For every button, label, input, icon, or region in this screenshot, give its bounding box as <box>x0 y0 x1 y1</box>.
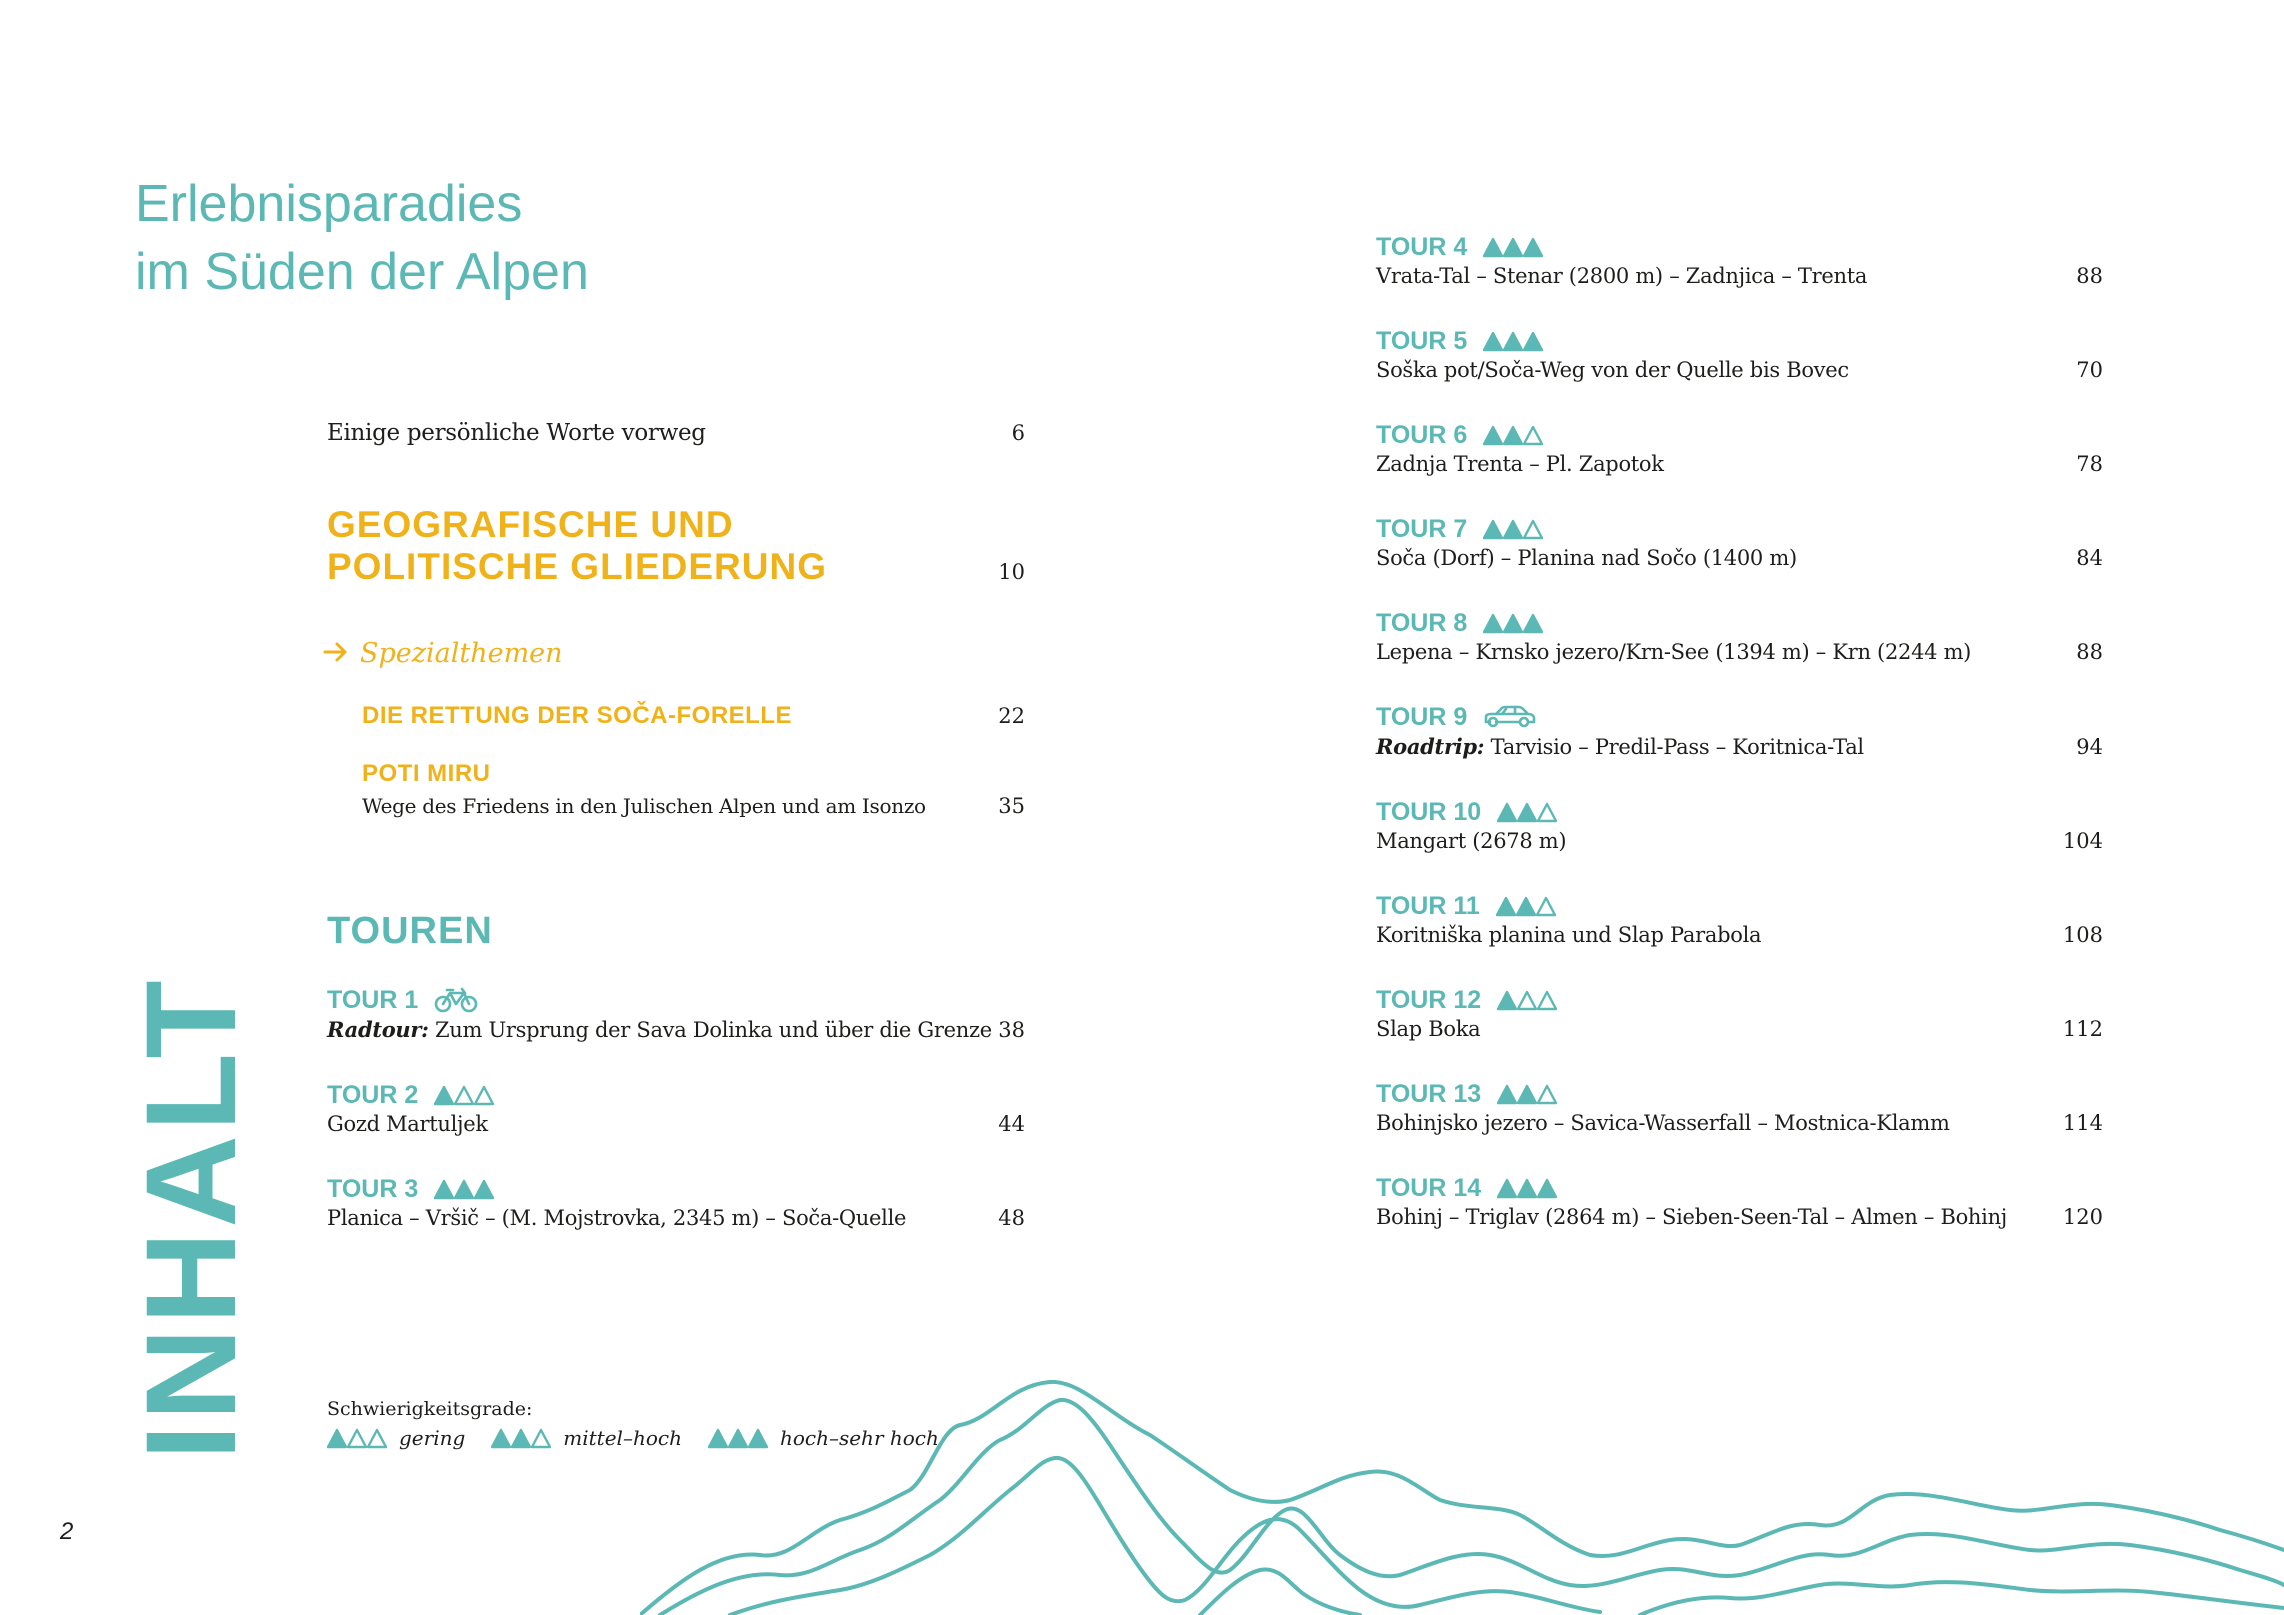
toc-section-geo[interactable] <box>327 504 1025 588</box>
tour-description <box>1376 264 1867 288</box>
tour-page: 78 <box>2076 452 2103 476</box>
tour-description <box>327 1017 992 1042</box>
title-line-1: Erlebnisparadies <box>135 175 523 233</box>
tour-entry[interactable] <box>1376 985 2103 1041</box>
tour-label: TOUR 5 <box>1376 326 1468 355</box>
side-label-inhalt: INHALT <box>120 976 263 1460</box>
tour-label: TOUR 6 <box>1376 420 1468 449</box>
tour-page: 112 <box>2062 1017 2103 1041</box>
difficulty-triangles-icon <box>1483 330 1545 352</box>
tour-label: TOUR 9 <box>1376 702 1468 731</box>
difficulty-triangles-icon <box>434 1178 496 1200</box>
tour-page: 88 <box>2076 640 2103 664</box>
tour-page: 94 <box>2076 735 2103 759</box>
legend-label: mittel–hoch <box>563 1426 682 1450</box>
tour-route: Soča (Dorf) – Planina nad Sočo (1400 m) <box>1376 546 1797 570</box>
special-item[interactable] <box>362 760 1025 818</box>
toc-intro[interactable] <box>327 420 1025 446</box>
tour-heading <box>327 1174 1025 1204</box>
tour-entry[interactable] <box>1376 514 2103 570</box>
section-geo-line-2: POLITISCHE GLIEDERUNG <box>327 546 827 587</box>
tour-page: 44 <box>998 1112 1025 1136</box>
touren-heading: TOUREN <box>327 910 493 952</box>
tour-entry[interactable] <box>1376 420 2103 476</box>
special-items-list <box>362 702 1025 818</box>
legend-label: hoch–sehr hoch <box>779 1426 939 1450</box>
tour-label: TOUR 12 <box>1376 985 1482 1014</box>
tour-description <box>1376 1111 1950 1135</box>
difficulty-triangles-icon <box>434 1084 496 1106</box>
difficulty-triangles-icon <box>1497 801 1559 823</box>
tour-page: 108 <box>2062 923 2103 947</box>
tour-label: TOUR 2 <box>327 1080 419 1109</box>
difficulty-triangles-icon <box>1483 424 1545 446</box>
difficulty-triangles-icon <box>1483 518 1545 540</box>
tour-label: TOUR 11 <box>1376 891 1480 920</box>
tour-route: Koritniška planina und Slap Parabola <box>1376 923 1762 947</box>
tour-description <box>327 1112 488 1136</box>
tour-route: Vrata-Tal – Stenar (2800 m) – Zadnjica – Trenta <box>1376 264 1868 288</box>
title-line-2: im Süden der Alpen <box>135 243 589 301</box>
special-item-title: POTI MIRU <box>362 760 491 787</box>
tour-entry[interactable] <box>327 985 1025 1042</box>
tour-page: 84 <box>2076 546 2103 570</box>
tour-heading <box>327 985 1025 1015</box>
tour-route: Soška pot/Soča-Weg von der Quelle bis Bovec <box>1376 358 1849 382</box>
tour-route: Tarvisio – Predil-Pass – Koritnica-Tal <box>1490 735 1864 759</box>
tour-entry[interactable] <box>1376 891 2103 947</box>
tour-description <box>327 1206 906 1230</box>
special-item-page: 22 <box>998 704 1025 728</box>
tour-description <box>1376 829 1566 853</box>
tour-description <box>1376 1017 1480 1041</box>
tour-label: TOUR 4 <box>1376 232 1468 261</box>
tour-route: Lepena – Krnsko jezero/Krn-See (1394 m) – Krn (2244 m) <box>1376 640 1972 664</box>
tour-route: Mangart (2678 m) <box>1376 829 1567 853</box>
tour-entry[interactable] <box>1376 608 2103 664</box>
tour-route: Gozd Martuljek <box>327 1112 488 1136</box>
tour-description <box>1376 640 1971 664</box>
tour-heading <box>1376 891 2103 921</box>
toc-intro-label: Einige persönliche Worte vorweg <box>327 420 706 446</box>
tour-heading <box>1376 232 2103 262</box>
legend-label: gering <box>399 1426 466 1450</box>
difficulty-triangles-icon <box>1496 895 1558 917</box>
tour-description <box>1376 452 1664 476</box>
tour-entry[interactable] <box>1376 1173 2103 1229</box>
mountain-line <box>1640 1582 2284 1615</box>
mountain-illustration <box>640 1380 2284 1615</box>
tour-heading <box>1376 1173 2103 1203</box>
tour-description <box>1376 358 1849 382</box>
tour-entry[interactable] <box>327 1174 1025 1230</box>
tour-description <box>1376 546 1797 570</box>
tour-label: TOUR 7 <box>1376 514 1468 543</box>
tour-route: Bohinjsko jezero – Savica-Wasserfall – Mostnica-Klamm <box>1376 1111 1950 1135</box>
tour-page: 104 <box>2062 829 2103 853</box>
tour-description <box>1376 734 1864 759</box>
tour-entry[interactable] <box>1376 702 2103 759</box>
tour-route: Zadnja Trenta – Pl. Zapotok <box>1376 452 1664 476</box>
tour-label: TOUR 3 <box>327 1174 419 1203</box>
difficulty-triangles-icon <box>1497 1083 1559 1105</box>
tour-page: 114 <box>2062 1111 2103 1135</box>
special-item-page: 35 <box>998 794 1025 818</box>
tour-entry[interactable] <box>1376 1079 2103 1135</box>
difficulty-triangles-icon <box>1483 236 1545 258</box>
bike-icon <box>434 986 478 1014</box>
tour-heading <box>1376 985 2103 1015</box>
mountain-line <box>1200 1569 1360 1615</box>
tour-page: 48 <box>998 1206 1025 1230</box>
tour-entry[interactable] <box>1376 232 2103 288</box>
difficulty-triangles-icon <box>1497 989 1559 1011</box>
tour-page: 70 <box>2076 358 2103 382</box>
tour-route: Zum Ursprung der Sava Dolinka und über die Grenze <box>435 1018 992 1042</box>
tour-entry[interactable] <box>1376 797 2103 853</box>
tour-heading <box>1376 326 2103 356</box>
arrow-right-icon <box>322 640 350 668</box>
toc-intro-page: 6 <box>1011 421 1025 445</box>
difficulty-triangles-icon <box>1483 612 1545 634</box>
tour-label: TOUR 1 <box>327 985 419 1014</box>
mountain-line <box>730 1458 1600 1615</box>
tour-list-left <box>327 985 1025 1268</box>
difficulty-triangles-icon <box>491 1427 553 1449</box>
tour-heading <box>1376 420 2103 450</box>
tour-entry[interactable] <box>327 1080 1025 1136</box>
page-number: 2 <box>60 1518 74 1545</box>
special-item[interactable] <box>362 702 1025 730</box>
tour-heading <box>1376 797 2103 827</box>
tour-description <box>1376 1205 2007 1229</box>
tour-route: Bohinj – Triglav (2864 m) – Sieben-Seen-Tal – Almen – Bohinj <box>1376 1205 2008 1229</box>
tour-page: 120 <box>2062 1205 2103 1229</box>
tour-route: Planica – Vršič – (M. Mojstrovka, 2345 m) – Soča-Quelle <box>327 1206 907 1230</box>
tour-heading <box>1376 514 2103 544</box>
tour-type-prefix: Roadtrip: <box>1376 734 1485 759</box>
section-geo-line-1: GEOGRAFISCHE UND <box>327 504 734 545</box>
tour-type-prefix: Radtour: <box>327 1017 429 1042</box>
tour-heading <box>1376 608 2103 638</box>
legend-title: Schwierigkeitsgrade: <box>327 1398 533 1420</box>
tour-route: Slap Boka <box>1376 1017 1481 1041</box>
spezialthemen-label: Spezialthemen <box>360 638 563 669</box>
tour-label: TOUR 8 <box>1376 608 1468 637</box>
tour-entry[interactable] <box>1376 326 2103 382</box>
car-icon <box>1483 704 1537 730</box>
tour-label: TOUR 14 <box>1376 1173 1482 1202</box>
tour-label: TOUR 13 <box>1376 1079 1482 1108</box>
spezialthemen-heading <box>322 638 563 669</box>
special-item-title: DIE RETTUNG DER SOČA-FORELLE <box>362 702 793 729</box>
tour-description <box>1376 923 1761 947</box>
mountain-line <box>640 1382 2284 1615</box>
section-geo-title <box>327 504 827 588</box>
tour-page: 88 <box>2076 264 2103 288</box>
tour-page: 38 <box>998 1018 1025 1042</box>
tour-list-right <box>1376 232 2103 1267</box>
tour-heading <box>327 1080 1025 1110</box>
special-item-subtitle: Wege des Friedens in den Julischen Alpen und am Isonzo <box>362 794 926 818</box>
section-geo-page: 10 <box>998 560 1025 584</box>
page-title <box>135 170 589 306</box>
difficulty-triangles-icon <box>327 1427 389 1449</box>
tour-label: TOUR 10 <box>1376 797 1482 826</box>
difficulty-triangles-icon <box>1497 1177 1559 1199</box>
tour-heading <box>1376 702 2103 732</box>
tour-heading <box>1376 1079 2103 1109</box>
